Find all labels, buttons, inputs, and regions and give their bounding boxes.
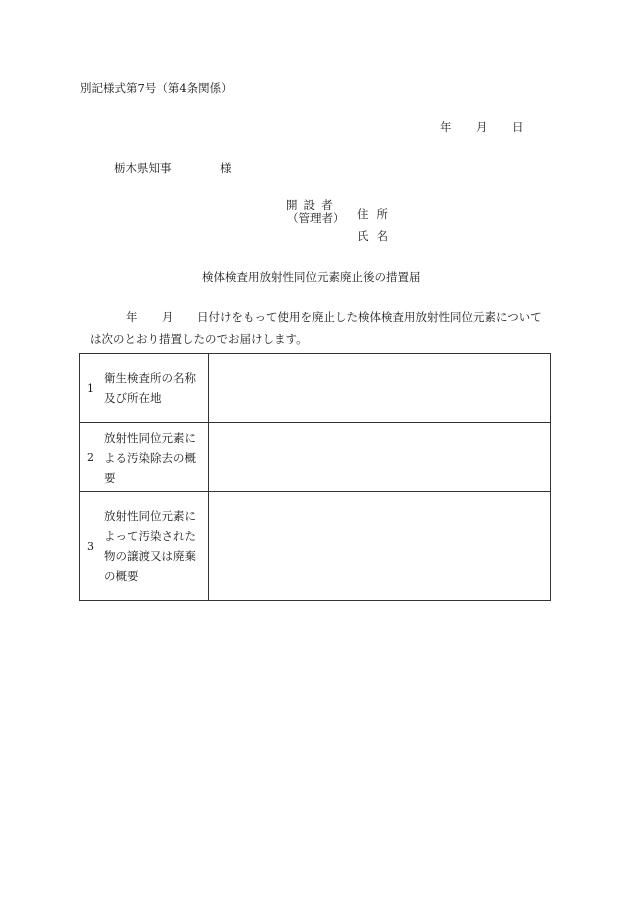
- table-row: [80, 423, 551, 492]
- row-label-line: よって汚染された: [104, 529, 196, 543]
- date-day-label: 日: [512, 120, 524, 134]
- founder-label: 開設者: [286, 198, 339, 212]
- intro-line-1-text: 日付けをもって使用を廃止した検体検査用放射性同位元素について: [197, 310, 542, 324]
- table-row: [80, 492, 551, 601]
- measures-table: [79, 353, 551, 601]
- row-label-line: 放射性同位元素に: [104, 509, 196, 523]
- row-label-line: 要: [104, 471, 116, 485]
- intro-month-label: 月: [162, 310, 174, 324]
- date-month-label: 月: [476, 120, 488, 134]
- row-label-line: の概要: [104, 569, 139, 583]
- row-label: [104, 506, 204, 586]
- row-number: 2: [87, 451, 94, 464]
- table-label-cell: [80, 423, 209, 492]
- table-value-cell[interactable]: [209, 492, 551, 601]
- row-number: 3: [87, 540, 94, 553]
- row-label-line: よる汚染除去の概: [104, 451, 196, 465]
- table-label-cell: [80, 492, 209, 601]
- row-label: [104, 368, 204, 408]
- table-value-cell[interactable]: [209, 354, 551, 423]
- form-number: 別記様式第7号（第4条関係）: [80, 81, 233, 95]
- intro-line-1: [80, 309, 550, 325]
- row-number: 1: [87, 382, 94, 395]
- row-label-line: 及び所在地: [104, 391, 162, 405]
- address-label: 住所: [357, 207, 396, 221]
- intro-year-label: 年: [126, 310, 138, 324]
- row-label-line: 物の譲渡又は廃棄: [104, 549, 196, 563]
- table-label-cell: [80, 354, 209, 423]
- intro-line-2: は次のとおり措置したのでお届けします。: [90, 332, 308, 346]
- addressee-name: 栃木県知事: [114, 161, 172, 175]
- name-label: 氏名: [357, 229, 396, 243]
- document-title: 検体検査用放射性同位元素廃止後の措置届: [202, 270, 421, 284]
- table-row: [80, 354, 551, 423]
- table-value-cell[interactable]: [209, 423, 551, 492]
- administrator-label: （管理者）: [287, 211, 345, 225]
- addressee-honorific: 様: [220, 161, 232, 175]
- date-year-label: 年: [440, 120, 452, 134]
- row-label: [104, 428, 204, 488]
- row-label-line: 放射性同位元素に: [104, 431, 196, 445]
- row-label-line: 衛生検査所の名称: [104, 371, 196, 385]
